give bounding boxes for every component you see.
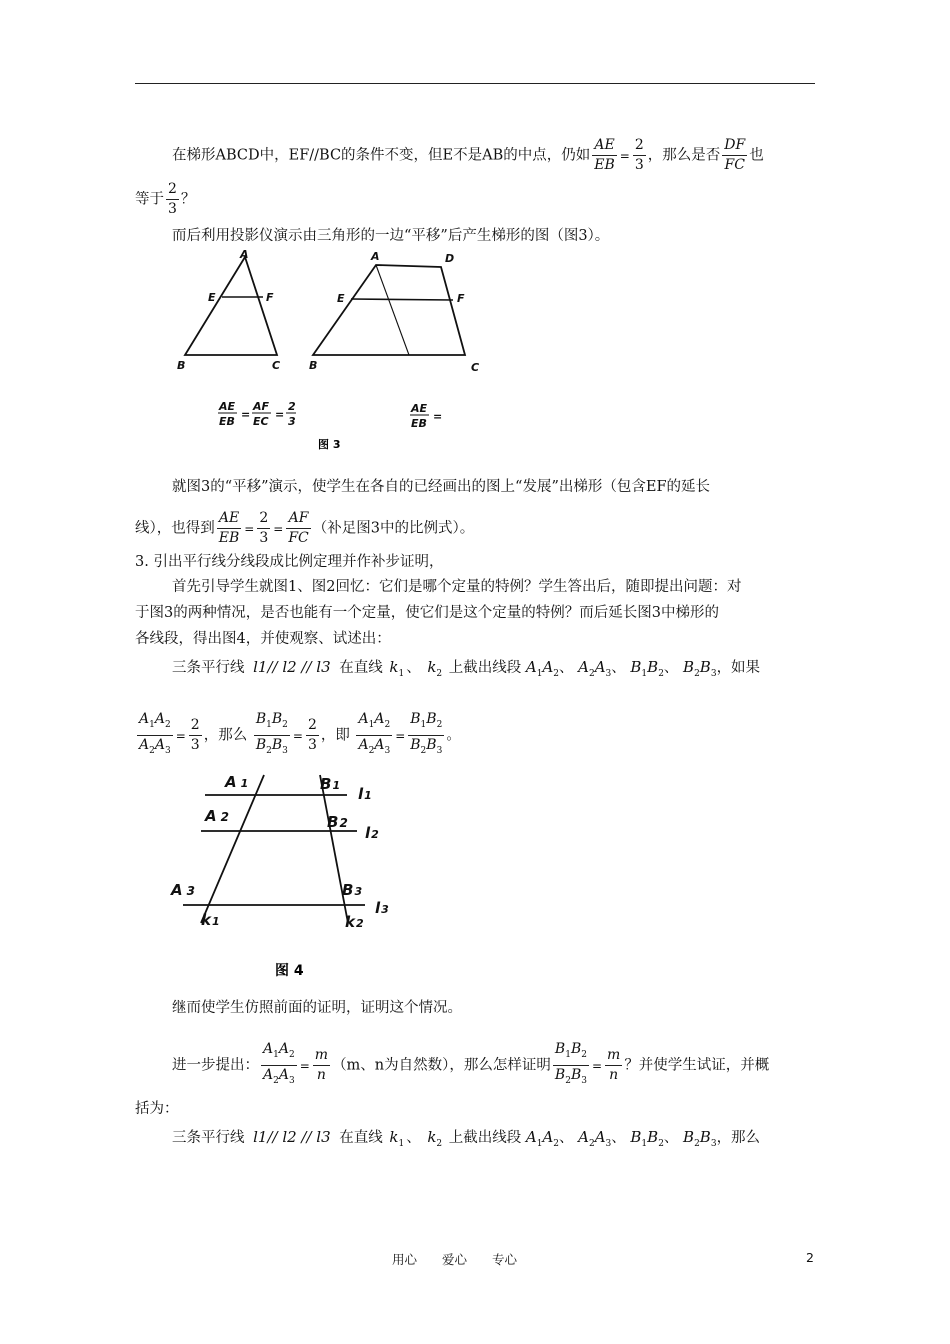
label-l2: l2 bbox=[365, 824, 379, 842]
fraction-2-3: $\frac{2}{3}$ bbox=[168, 181, 177, 217]
fraction-b1b2-b2b3: $\frac{B_1B_2}{B_2B_3}$ bbox=[554, 1041, 587, 1086]
triangle-abc bbox=[185, 257, 277, 355]
label-b1: B1 bbox=[320, 775, 341, 793]
paragraph-7: $\frac{A_1A_2}{A_2A_3}$ = $\frac{2}{3}$ ，那么 $\frac{B_1B_2}{B_2B_3}$ = $\frac{2}{3}$ ，即 $\frac{A_1A_2}{A_2A_3}$ = $\frac{B_1B_2}{B_2B_3}$ 。 bbox=[135, 710, 461, 761]
label-a2: A 2 bbox=[205, 807, 229, 825]
trapezoid-abcd bbox=[313, 265, 465, 355]
label-e: E bbox=[337, 292, 345, 305]
segment-ef-trapezoid bbox=[351, 299, 453, 300]
svg-text:=: = bbox=[433, 410, 443, 423]
fraction-2-3: $\frac{2}{3}$ bbox=[307, 717, 317, 753]
label-c: C bbox=[471, 361, 480, 374]
fraction-2-3: $\frac{2}{3}$ bbox=[259, 510, 269, 546]
paragraph-6: 三条平行线 l1// l2 // l3 在直线 $k_1$ 、 $k_2$ 上截出线段 $A_1A_2$、 $A_2A_3$、 $B_1B_2$、 $B_2B_3$，如果 bbox=[172, 658, 761, 679]
fraction-ae-eb: $\frac{AE}{EB}$ bbox=[218, 510, 240, 546]
fraction-ae-eb: $\frac{AE}{EB}$ bbox=[594, 137, 615, 173]
label-c: C bbox=[272, 359, 281, 372]
label-l3: l3 bbox=[375, 899, 389, 917]
fraction-b1b2-b2b3: $\frac{B_1B_2}{B_2B_3}$ bbox=[255, 711, 288, 756]
fraction-df-fc: $\frac{DF}{FC}$ bbox=[724, 137, 746, 173]
fraction-a1a2-a2a3: $\frac{A_1A_2}{A_2A_3}$ bbox=[139, 711, 171, 756]
paragraph-1-line-1: 在梯形ABCD中，EF//BC的条件不变，但E不是AB的中点，仍如 $\frac{AE}{EB}$ = $\frac{2}{3}$ ，那么是否 $\frac{DF}{FC}$ 也 bbox=[172, 137, 764, 173]
fraction-b1b2-b2b3: $\frac{B_1B_2}{B_2B_3}$ bbox=[410, 711, 443, 756]
svg-text:=: = bbox=[241, 408, 251, 421]
label-k1: k1 bbox=[201, 911, 220, 929]
svg-text:AE: AE bbox=[219, 400, 236, 413]
label-b: B bbox=[177, 359, 186, 372]
ratio-equation-left bbox=[218, 400, 296, 428]
footer-text: 用心 爱心 专心 bbox=[392, 1252, 518, 1267]
page-number: 2 bbox=[806, 1250, 814, 1265]
label-b: B bbox=[309, 359, 318, 372]
paragraph-4: 3. 引出平行线分线段成比例定理并作补步证明， bbox=[135, 554, 444, 570]
paragraph-8: 继而使学生仿照前面的证明，证明这个情况。 bbox=[172, 1000, 462, 1016]
paragraph-3-line-2: 线），也得到 $\frac{AE}{EB}$ = $\frac{2}{3}$ = $\frac{AF}{FC}$ （补足图3中的比例式）。 bbox=[135, 510, 475, 546]
svg-text:3: 3 bbox=[288, 415, 296, 428]
svg-text:=: = bbox=[275, 408, 285, 421]
label-a: A bbox=[371, 250, 380, 263]
label-d: D bbox=[445, 252, 455, 265]
paragraph-9: 进一步提出： $\frac{A_1A_2}{A_2A_3}$ = $\frac{m}{n}$ （m、n为自然数），那么怎样证明 $\frac{B_1B_2}{B_2B_3}$ = $\frac{m}{n}$ ？并使学生试证，并概 bbox=[172, 1040, 769, 1091]
fraction-m-n: $\frac{m}{n}$ bbox=[314, 1047, 329, 1083]
paragraph-5-line-3: 各线段，得出图4，并使观察、试述出： bbox=[135, 631, 391, 647]
svg-text:2: 2 bbox=[288, 400, 296, 413]
label-k2: k2 bbox=[345, 913, 364, 931]
figure-3-caption: 图 3 bbox=[318, 438, 341, 451]
line-k1 bbox=[201, 775, 264, 923]
header-rule bbox=[135, 83, 815, 84]
svg-text:AE: AE bbox=[411, 402, 428, 415]
paragraph-3-line-1: 就图3的“平移”演示，使学生在各自的已经画出的图上“发展”出梯形（包含EF的延长 bbox=[172, 479, 711, 495]
figure-4-caption: 图 4 bbox=[275, 963, 304, 979]
figure-4 bbox=[165, 765, 405, 985]
svg-text:EC: EC bbox=[253, 415, 269, 428]
fraction-2-3: $\frac{2}{3}$ bbox=[634, 137, 644, 173]
paragraph-1-line-2: 等于 $\frac{2}{3}$ ？ bbox=[135, 181, 196, 217]
fraction-2-3: $\frac{2}{3}$ bbox=[190, 717, 200, 753]
paragraph-2: 而后利用投影仪演示由三角形的一边“平移”后产生梯形的图（图3）。 bbox=[172, 228, 610, 244]
label-a3: A 3 bbox=[171, 881, 195, 899]
fraction-a1a2-a2a3: $\frac{A_1A_2}{A_2A_3}$ bbox=[263, 1041, 295, 1086]
fraction-a1a2-a2a3: $\frac{A_1A_2}{A_2A_3}$ bbox=[358, 711, 391, 756]
label-e: E bbox=[208, 291, 216, 304]
fraction-af-fc: $\frac{AF}{FC}$ bbox=[288, 510, 309, 546]
label-a1: A 1 bbox=[225, 773, 249, 791]
label-f: F bbox=[457, 292, 465, 305]
paragraph-5-line-2: 于图3的两种情况，是否也能有一个定量，使它们是这个定量的特例？而后延长图3中梯形的 bbox=[135, 605, 719, 621]
line-k2 bbox=[320, 775, 348, 923]
label-l1: l1 bbox=[358, 785, 372, 803]
svg-text:EB: EB bbox=[219, 415, 235, 428]
label-a: A bbox=[240, 248, 249, 261]
translated-side bbox=[376, 265, 409, 355]
figure-3 bbox=[165, 245, 505, 460]
svg-text:EB: EB bbox=[411, 417, 427, 430]
paragraph-11: 三条平行线 l1// l2 // l3 在直线 $k_1$ 、 $k_2$ 上截出线段 $A_1A_2$、 $A_2A_3$、 $B_1B_2$、 $B_2B_3$，那么 bbox=[172, 1128, 761, 1149]
svg-text:AF: AF bbox=[253, 400, 270, 413]
label-b3: B3 bbox=[342, 881, 363, 899]
fraction-m-n: $\frac{m}{n}$ bbox=[607, 1047, 621, 1083]
ratio-equation-right bbox=[410, 402, 442, 430]
paragraph-10: 括为： bbox=[135, 1101, 179, 1117]
label-b2: B2 bbox=[327, 813, 348, 831]
paragraph-5-line-1: 首先引导学生就图1、图2回忆：它们是哪个定量的特例？学生答出后，随即提出问题：对 bbox=[172, 579, 742, 595]
label-f: F bbox=[266, 291, 274, 304]
